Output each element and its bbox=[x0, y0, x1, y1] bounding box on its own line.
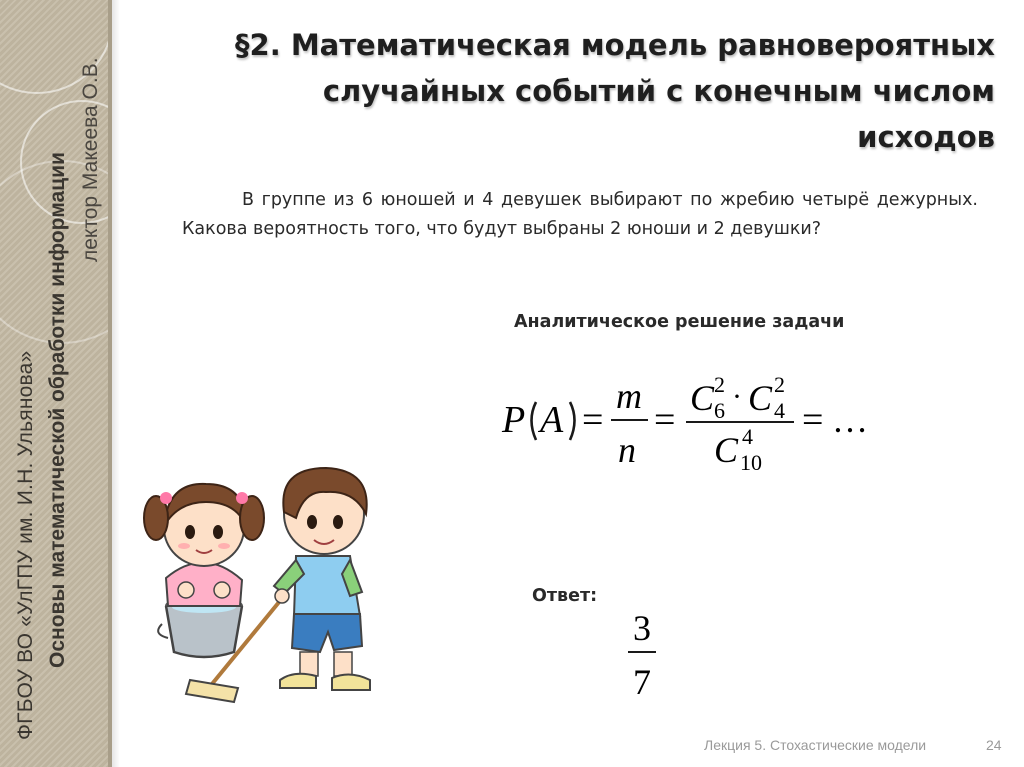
kids-cleaning-illustration bbox=[128, 456, 388, 712]
formula-subscript: 4 bbox=[774, 398, 785, 423]
slide-title-line: случайных событий с конечным числом bbox=[322, 74, 995, 108]
slide-title-line: §2. Математическая модель равновероятных bbox=[235, 28, 995, 62]
sidebar-institution: ФГБОУ ВО «УлГПУ им. И.Н. Ульянова» bbox=[14, 350, 37, 740]
formula-c: C bbox=[748, 378, 773, 418]
footer-lecture-label: Лекция 5. Стохастические модели bbox=[704, 737, 927, 753]
formula-a: A bbox=[540, 399, 564, 441]
formula-equals: = bbox=[654, 399, 676, 441]
sidebar-shadow bbox=[112, 0, 120, 767]
sidebar-course: Основы математической обработки информации bbox=[46, 152, 69, 668]
formula-ellipsis: … bbox=[832, 400, 868, 440]
formula-subscript: 10 bbox=[740, 450, 762, 475]
formula-superscript: 2 bbox=[774, 372, 785, 397]
probability-formula bbox=[496, 368, 876, 478]
formula-p: P bbox=[502, 399, 526, 441]
analytic-heading: Аналитическое решение задачи bbox=[514, 312, 845, 332]
formula-c: C bbox=[690, 378, 715, 418]
formula-paren-right bbox=[570, 402, 575, 440]
formula-subscript: 6 bbox=[714, 398, 725, 423]
formula-c: C bbox=[714, 430, 739, 470]
formula-equals: = bbox=[582, 399, 604, 441]
answer-label: Ответ: bbox=[532, 586, 598, 606]
sidebar bbox=[0, 0, 112, 767]
formula-m: m bbox=[616, 376, 642, 416]
slide-title-line: исходов bbox=[857, 120, 995, 154]
formula-superscript: 4 bbox=[742, 424, 753, 449]
formula-n: n bbox=[618, 430, 636, 470]
problem-text: В группе из 6 юношей и 4 девушек выбирают по жребию четырё дежурных. Какова вероятность того, что будут выбраны 2 юноши и 2 девушки? bbox=[182, 190, 978, 239]
formula-superscript: 2 bbox=[714, 372, 725, 397]
sidebar-lecturer: лектор Макеева О.В. bbox=[79, 57, 102, 262]
slide-title bbox=[150, 22, 995, 160]
formula-equals: = bbox=[802, 399, 824, 441]
footer-page-number: 24 bbox=[986, 737, 1002, 753]
answer-denominator: 7 bbox=[633, 662, 651, 702]
answer-numerator: 3 bbox=[633, 608, 651, 648]
answer-fraction bbox=[622, 606, 662, 702]
formula-paren-left bbox=[532, 402, 537, 440]
formula-dot: · bbox=[732, 380, 742, 413]
